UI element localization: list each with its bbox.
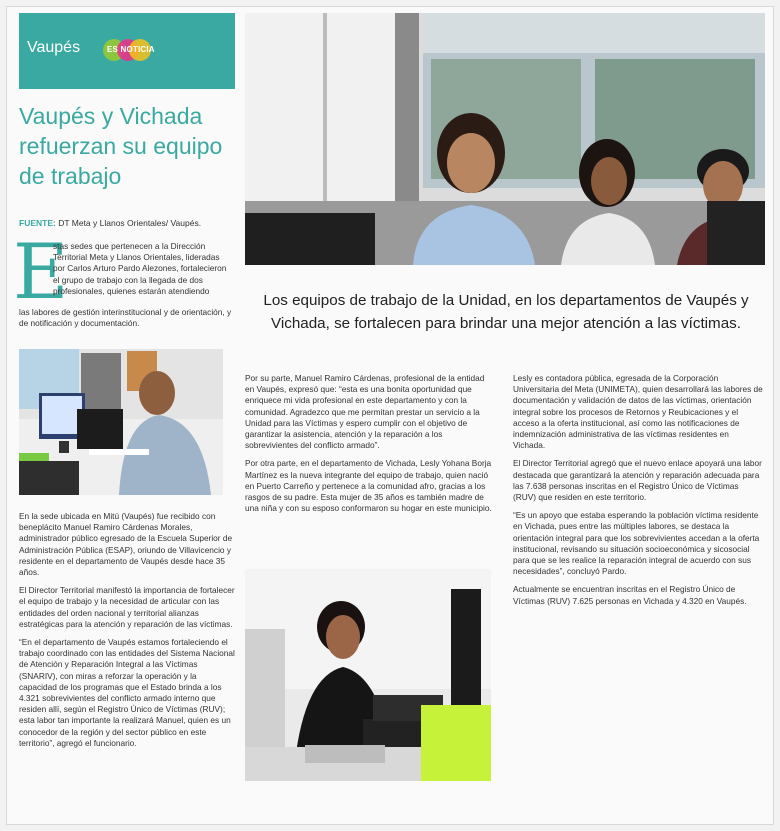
- section-banner: [19, 13, 235, 89]
- column-3-paragraph: “Es un apoyo que estaba esperando la población víctima residente en Vichada, pues entre las múltiples labores, se destaca la orientación integral para que los sobrevivientes accedan a la oferta institucional, revisando su situación socioeconómica y sicosocial para que se les realice la reparación integral de acuerdo con sus necesidades”, concluyó Pardo.: [513, 510, 760, 577]
- column-3: [513, 373, 763, 614]
- lesly-photo-illustration: [245, 569, 491, 781]
- region-label: Vaupés: [27, 39, 81, 56]
- team-photo: [245, 13, 765, 265]
- column-1: [19, 511, 235, 756]
- pull-quote: Los equipos de trabajo de la Unidad, en los departamentos de Vaupés y Vichada, se fortalecen para brindar una mejor atención a las víctimas.: [263, 292, 749, 332]
- column-1-paragraph: El Director Territorial manifestó la importancia de fortalecer el equipo de trabajo y la necesidad de articular con las entidades del orden nacional y territorial alianzas estratégicas para la atención y reparación de las víctimas.: [19, 585, 235, 629]
- manuel-photo-illustration: [19, 349, 223, 495]
- newsletter-page: [6, 6, 774, 825]
- column-2-paragraph: Por otra parte, en el departamento de Vichada, Lesly Yohana Borja Martínez es la nueva integrante del equipo de trabajo, quien nació en Puerto Carreño y pertenece a la comunidad afro, gracias a los rasgos de su padre. Esta mujer de 35 años es también madre de una niña y con su esposo conformaron su hogar en este municipio.: [245, 458, 492, 514]
- column-3-paragraph: Lesly es contadora pública, egresada de la Corporación Universitaria del Meta (UNIMETA), quien desarrollará las labores de documentación y validación de datos de las víctimas, orientación integral sobre los procesos de Retornos y Reubicaciones y el acceso a la oferta institucional, así como las notificaciones de indemnización administrativa de las víctimas residentes en Vichada.: [513, 373, 763, 451]
- drop-cap: E: [13, 227, 69, 316]
- source-text: DT Meta y Llanos Orientales/ Vaupés.: [58, 218, 202, 228]
- team-photo-illustration: [245, 13, 765, 265]
- column-1-paragraph: En la sede ubicada en Mitú (Vaupés) fue recibido con beneplácito Manuel Ramiro Cárdenas Morales, administrador público egresado de la Escuela Superior de Administración Pública (ESAP), oriundo de Villavicencio y residente en el departamento de Vaupés desde hace 35 años.: [19, 511, 233, 578]
- column-1-paragraph: “En el departamento de Vaupés estamos fortaleciendo el trabajo coordinado con las entidades del Sistema Nacional de Atención y Reparación Integral a las Víctimas (SNARIV), con miras a reforzar la operación y la capacidad de los programas que el Estado brinda a los 4.321 sobrevivientes del conflicto armado interno que residen allí, según el Registro Único de Víctimas (RUV); esta labor tan importante la realizará Manuel, quien es un conocedor de la región y del sector público en este territorio”, agregó el funcionario.: [19, 637, 235, 748]
- headline: Vaupés y Vichada refuerzan su equipo de trabajo: [19, 103, 223, 189]
- lead-paragraph: stas sedes que pertenecen a la Dirección Territorial Meta y Llanos Orientales, lideradas por Carlos Arturo Pardo Alezones, fortalecieron el grupo de trabajo con la llegada de dos profesionales, quienes estarán atendiendo: [53, 241, 227, 296]
- es-noticia-logo: [103, 37, 155, 65]
- lead-continuation: las labores de gestión interinstitucional y de orientación, y de notificación y documentación.: [19, 307, 232, 329]
- logo-text: ES NOTICIA: [107, 45, 155, 54]
- lesly-photo: [245, 569, 491, 781]
- source-label: FUENTE:: [19, 218, 56, 228]
- manuel-photo: [19, 349, 223, 495]
- column-3-paragraph: El Director Territorial agregó que el nuevo enlace apoyará una labor destacada que garantizará la atención y reparación adecuada para las 7.638 personas inscritas en el Registro Único de Víctimas (RUV) que residen en este territorio.: [513, 458, 762, 503]
- column-2: [245, 373, 493, 521]
- column-2-paragraph: Por su parte, Manuel Ramiro Cárdenas, profesional de la entidad en Vaupés, expresó que: “esta es una bonita oportunidad que enriquece mi vida profesional en este departamento y con la comunidad. Agradezco que me permitan prestar un servicio a la Unidad para las Víctimas y espero cumplir con el objetivo de garantizar la asistencia, atención y la reparación a los sobrevivientes del conflicto armado”.: [245, 373, 485, 451]
- column-3-paragraph: Actualmente se encuentran inscritas en el Registro Único de Víctimas (RUV) 7.625 personas en Vichada y 4.320 en Vaupés.: [513, 584, 747, 606]
